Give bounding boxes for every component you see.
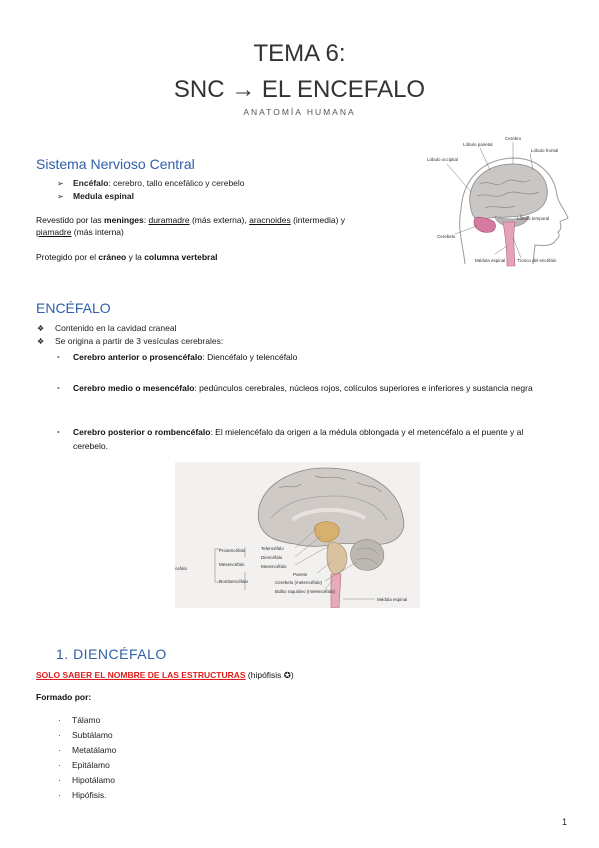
- arrow-bullet-icon: ➢: [57, 179, 64, 188]
- encefalo-bullet-list: [37, 322, 224, 348]
- text: (intermedia) y: [290, 215, 346, 225]
- label-diencefalo: Diencéfalo: [261, 555, 283, 560]
- formado-label: Formado por:: [36, 692, 92, 702]
- dot-bullet-icon: ·: [58, 791, 61, 800]
- label-occipital: Lóbulo occipital: [427, 157, 459, 162]
- label-temporal: Lóbulo temporal: [517, 216, 550, 221]
- title-line-1: TEMA 6:: [253, 40, 346, 67]
- head-brain-figure: [425, 134, 575, 274]
- label-prosencefalo: Prosencéfalo: [219, 548, 246, 553]
- label-rombencefalo: Rombencéfalo: [219, 579, 249, 584]
- vesicle-item: [57, 425, 558, 453]
- label-mesencefalo-right: Mesencéfalo: [261, 564, 287, 569]
- vesicle-term: Cerebro medio o mesencéfalo: [73, 383, 195, 393]
- brain-sagittal-figure: [175, 462, 420, 608]
- label-tronco: Tronco del encéfalo: [517, 258, 557, 263]
- meninges-term: meninges: [104, 215, 144, 225]
- dash-bullet-icon: -: [57, 352, 60, 361]
- craneo-term: cráneo: [98, 252, 127, 262]
- list-item: [37, 322, 223, 335]
- list-item: [58, 773, 116, 788]
- label-medula-espinal: Médula espinal: [377, 597, 408, 602]
- vesicle-text: : Diencéfalo y telencéfalo: [202, 352, 298, 362]
- item-text: Hipotálamo: [72, 775, 115, 785]
- duramadre-term: duramadre: [148, 215, 190, 225]
- label-cerebelo: Cerebelo: [437, 234, 456, 239]
- dash-bullet-icon: -: [57, 427, 60, 436]
- list-item: [57, 177, 245, 190]
- diencefalo-list: [58, 713, 117, 803]
- diamond-bullet-icon: ❖: [37, 337, 45, 346]
- diencefalo-note: [36, 669, 294, 681]
- label-puente: Puente: [293, 572, 308, 577]
- item-text: Hipófisis.: [72, 790, 107, 800]
- label-cerebro: Cerebro: [505, 136, 522, 141]
- dot-bullet-icon: ·: [58, 746, 61, 755]
- head-brain-illustration: [425, 134, 575, 274]
- text: (más externa),: [189, 215, 250, 225]
- note-red-text: SOLO SABER EL NOMBRE DE LAS ESTRUCTURAS: [36, 670, 246, 680]
- item-text: Metatálamo: [72, 745, 117, 755]
- label-bulbo: Bulbo raquídeo (mielencéfalo): [275, 589, 336, 594]
- columna-term: columna vertebral: [144, 252, 218, 262]
- title-line-2: SNC → EL ENCEFALO: [173, 76, 426, 103]
- vesicle-item: [57, 351, 553, 363]
- aracnoides-term: aracnoides: [249, 215, 291, 225]
- text: :: [143, 215, 149, 225]
- item-text: Epitálamo: [72, 760, 110, 770]
- snc-heading: Sistema Nervioso Central: [36, 156, 195, 172]
- item-text: Subtálamo: [72, 730, 113, 740]
- vesicle-item: [57, 381, 553, 395]
- label-telencefalo: Telencéfalo: [261, 546, 284, 551]
- list-item: [58, 713, 116, 728]
- list-item: [57, 190, 245, 203]
- list-item: [37, 335, 224, 348]
- dot-bullet-icon: ·: [58, 761, 61, 770]
- vesicle-text: : pedúnculos cerebrales, núcleos rojos, colículos superiores e inferiores y sustancia negra: [194, 383, 533, 393]
- dot-bullet-icon: ·: [58, 731, 61, 740]
- brain-sagittal-illustration: [175, 462, 420, 608]
- list-item: [58, 758, 116, 773]
- label-parietal: Lóbulo parietal: [463, 142, 493, 147]
- bullet-text: : cerebro, tallo encefálico y cerebelo: [108, 178, 245, 188]
- bullet-bold: Medula espinal: [73, 191, 134, 201]
- text: y la: [126, 252, 145, 262]
- dot-bullet-icon: ·: [58, 776, 61, 785]
- page-number: 1: [561, 817, 567, 827]
- bullet-bold: Encéfalo: [73, 178, 109, 188]
- vesicle-term: Cerebro anterior o prosencéfalo: [73, 352, 203, 362]
- bullet-text: Contenido en la cavidad craneal: [55, 323, 177, 333]
- encefalo-heading: ENCÉFALO: [36, 300, 111, 316]
- label-mesencefalo: Mesencéfalo: [219, 562, 245, 567]
- piamadre-term: piamadre: [36, 227, 72, 237]
- label-cefalo: cefalo: [175, 566, 188, 571]
- vesicle-term: Cerebro posterior o rombencéfalo: [73, 427, 211, 437]
- list-item: [58, 788, 116, 803]
- dash-bullet-icon: -: [57, 383, 60, 392]
- label-frontal: Lóbulo frontal: [531, 148, 559, 153]
- text: Protegido por el: [36, 252, 99, 262]
- item-text: Tálamo: [72, 715, 101, 725]
- snc-bullet-list: [57, 177, 245, 203]
- list-item: [58, 743, 117, 758]
- list-item: [58, 728, 116, 743]
- label-cerebelo: Cerebelo (metencéfalo): [275, 580, 323, 585]
- protected-paragraph: [36, 251, 217, 263]
- text: Revestido por las: [36, 215, 105, 225]
- meninges-paragraph: [36, 214, 406, 238]
- vesicle-text: : El mielencéfalo da origen a la médula oblongada y el metencéfalo a el puente y al cerebelo.: [73, 427, 524, 451]
- dot-bullet-icon: ·: [58, 716, 61, 725]
- subtitle: ANATOMÍA HUMANA: [243, 107, 356, 117]
- note-text: (hipófisis ✪): [245, 670, 294, 680]
- label-medula: Médula espinal: [475, 258, 506, 263]
- diencefalo-heading: 1. DIENCÉFALO: [56, 646, 167, 662]
- bullet-text: Se origina a partir de 3 vesículas cerebrales:: [55, 336, 224, 346]
- diamond-bullet-icon: ❖: [37, 324, 45, 333]
- text: (más interna): [71, 227, 124, 237]
- arrow-bullet-icon: ➢: [57, 192, 64, 201]
